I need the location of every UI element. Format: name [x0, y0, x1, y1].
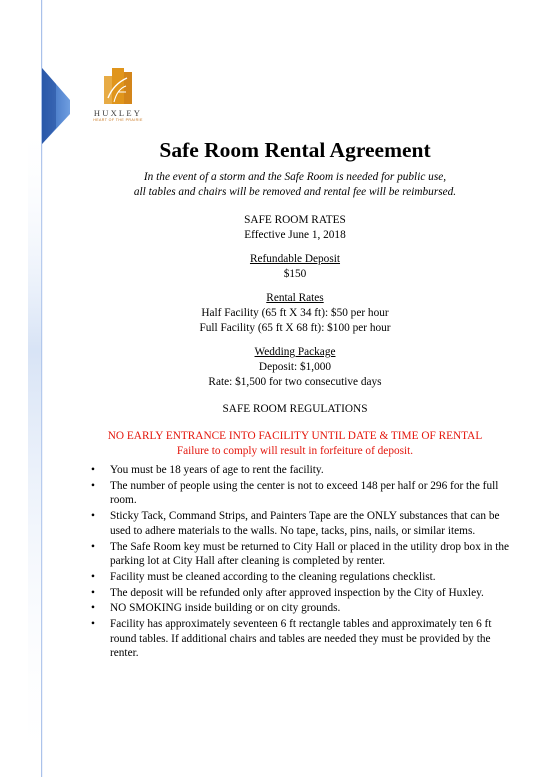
bullet-icon: • — [91, 602, 95, 615]
logo-tagline: HEART OF THE PRAIRIE — [93, 118, 143, 122]
page-title: Safe Room Rental Agreement — [159, 138, 431, 162]
list-item-text: You must be 18 years of age to rent the facility. — [110, 464, 324, 476]
notice-line-1: NO EARLY ENTRANCE INTO FACILITY UNTIL DATE & TIME OF RENTAL — [107, 430, 483, 442]
regulations-heading: SAFE ROOM REGULATIONS — [222, 403, 368, 415]
rates-heading: SAFE ROOM RATES — [244, 214, 346, 226]
wedding-package-section — [70, 345, 520, 390]
rental-rates-heading: Rental Rates — [266, 292, 324, 304]
bullet-icon: • — [91, 586, 95, 599]
list-item-text: NO SMOKING inside building or on city grounds. — [110, 602, 341, 615]
list-item — [88, 479, 518, 508]
regulations-list — [88, 463, 518, 662]
logo-wordmark: HUXLEY — [93, 108, 143, 118]
bullet-icon: • — [91, 540, 95, 553]
rental-rate-full: Full Facility (65 ft X 68 ft): $100 per hour — [199, 322, 391, 334]
side-decoration — [0, 0, 70, 777]
logo-mark-icon — [102, 66, 134, 106]
rental-rate-half: Half Facility (65 ft X 34 ft): $50 per hour — [201, 307, 389, 319]
list-item — [88, 617, 518, 661]
bullet-icon: • — [91, 570, 95, 583]
list-item — [88, 540, 518, 569]
list-item — [88, 601, 518, 616]
rental-rates-section — [70, 291, 520, 336]
rates-section — [70, 213, 520, 243]
list-item-text: The deposit will be refunded only after approved inspection by the City of Huxley. — [110, 586, 484, 599]
bullet-icon: • — [91, 510, 95, 523]
bullet-icon: • — [91, 464, 95, 476]
intro-line: In the event of a storm and the Safe Room is needed for public use, — [143, 171, 447, 183]
list-item-text: Facility must be cleaned according to the cleaning regulations checklist. — [110, 570, 436, 583]
list-item — [88, 586, 518, 601]
list-item-text: The number of people using the center is not to exceed 148 per half or 296 for the full room. — [110, 479, 499, 507]
bullet-icon: • — [91, 618, 95, 631]
deposit-amount: $150 — [283, 268, 307, 280]
wedding-heading: Wedding Package — [254, 346, 336, 358]
deposit-heading: Refundable Deposit — [249, 253, 341, 265]
decor-arrow-shadow — [42, 68, 56, 144]
document-body — [70, 138, 520, 461]
intro-line: all tables and chairs will be removed and rental fee will be reimbursed. — [133, 186, 457, 198]
list-item — [88, 509, 518, 538]
list-item — [88, 570, 518, 585]
list-item-text: Facility has approximately seventeen 6 ft rectangle tables and approximately ten 6 ft round tables. If additional chairs and tables are needed they must be provided by the renter. — [110, 618, 492, 660]
huxley-logo — [88, 66, 148, 138]
early-entrance-notice — [70, 429, 520, 459]
decor-strip-fade — [28, 120, 42, 777]
list-item-text: The Safe Room key must be returned to City Hall or placed in the utility drop box in the parking lot at City Hall after cleaning is completed by renter. — [110, 540, 510, 568]
intro-note — [70, 170, 520, 200]
wedding-deposit: Deposit: $1,000 — [258, 361, 332, 373]
deposit-section — [70, 252, 520, 282]
wedding-rate: Rate: $1,500 for two consecutive days — [208, 376, 382, 388]
list-item — [88, 463, 518, 478]
notice-line-2: Failure to comply will result in forfeiture of deposit. — [176, 445, 414, 457]
rates-effective-date: Effective June 1, 2018 — [244, 229, 346, 241]
bullet-icon: • — [91, 479, 95, 492]
list-item-text: Sticky Tack, Command Strips, and Painters Tape are the ONLY substances that can be used to adhere materials to the walls. No tape, tacks, pins, nails, or similar items. — [110, 510, 500, 537]
